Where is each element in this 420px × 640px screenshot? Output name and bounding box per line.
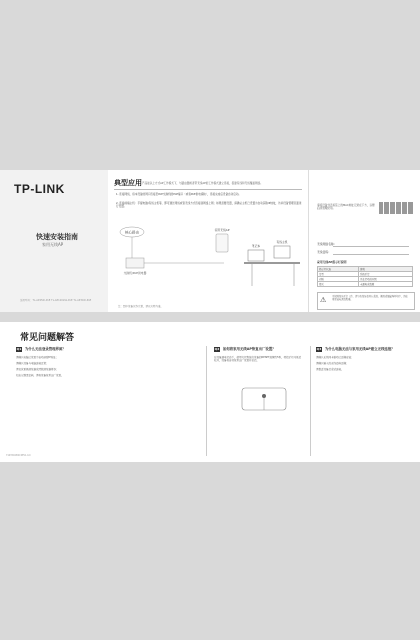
cover-panel	[0, 170, 108, 312]
password-line	[333, 254, 409, 255]
switch-label: 交换机/PoE供电器	[123, 271, 147, 275]
desktop-pc	[274, 246, 290, 258]
question-heading	[214, 346, 276, 352]
label-record-panel	[308, 170, 420, 312]
cell: 常亮	[318, 272, 359, 277]
panel-note: 注：图中设备仅作示意，请以实物为准。	[118, 305, 164, 308]
table-row	[318, 282, 413, 287]
section-heading: 典型应用	[114, 179, 142, 187]
ap-label: 家用无线AP	[214, 228, 230, 232]
column-divider	[310, 346, 311, 456]
laptop-label: 笔记本	[251, 244, 261, 248]
faq-sheet	[0, 322, 420, 462]
table-header: 说明	[358, 267, 412, 272]
question-number: Q2	[214, 347, 220, 351]
divider	[114, 189, 302, 190]
warning-text: 为保障设备正常工作，请勿将设备放置在高温、潮湿或强磁场环境中，请使用原装电源适配器。	[332, 295, 408, 301]
desk	[244, 262, 300, 264]
cell: 熄灭	[318, 282, 359, 287]
question-number: Q3	[316, 347, 322, 351]
question-title: 为什么电脑无法与家用无线AP建立无线连接？	[325, 347, 395, 351]
step-2: 2. 连接前端主机：手提电脑/有线主机等，即可通过网线或者无线方式连接到网络上网；如果需要设置，请确认主机已设置为自动获取IP地址，访问设备管理页面进行设置。	[116, 202, 302, 209]
cell: 系统正常	[358, 272, 412, 277]
question-heading	[16, 346, 66, 352]
answer-line: 在设备通电状态下，使用尖状物按住设备的RESET按键约5秒，待指示灯闪烁后松开，设备将自动恢复出厂设置并重启。	[214, 356, 302, 363]
tp-link-logo: TP-LINK	[14, 182, 65, 196]
answer-line: 请靠近设备后重试连接。	[316, 368, 344, 371]
step-1: 1. 连接网线，将本设备的网口连接至PoE交换机的PoE端口（或将PoE供电模块），连接完成后设备自动启动。	[116, 193, 242, 196]
guide-title: 快速安装指南	[36, 233, 78, 241]
question-heading	[316, 346, 395, 352]
model-list: 适用型号：TL-AP450I-PoE TL-AP1202GI-PoE TL-AP302I-PoE	[20, 299, 92, 302]
pc-label: 有线主机	[276, 240, 288, 244]
cell: 正在启动或升级	[358, 277, 412, 282]
led-table	[317, 266, 413, 287]
answer-line: 请确认无线网卡驱动已正确安装；	[316, 356, 354, 359]
record-intro: 请将设备外壳标签上的MAC地址记录在下方，以便后续管理使用。	[317, 204, 375, 211]
document-code: 7103504390 REV1.0.0	[6, 454, 31, 457]
answer-line: 请确认设备与电脑连接正常；	[16, 362, 49, 365]
cell: 闪烁	[318, 277, 359, 282]
barcode-icon	[379, 202, 413, 214]
ssid-label: 无线网络名称：	[317, 242, 337, 246]
switch-device	[126, 258, 144, 268]
question-title: 如何将家用无线AP恢复出厂设置？	[223, 347, 276, 351]
reset-button-diagram	[236, 380, 292, 414]
answer-line: 请确认电脑已设置为自动获取IP地址；	[16, 356, 59, 359]
led-table-title: 家用无线AP指示灯说明	[317, 260, 347, 264]
warning-icon: ⚠	[320, 296, 327, 304]
answer-line: 请尝试更换浏览器或清除浏览器缓存；	[16, 368, 59, 371]
question-number: Q1	[16, 347, 22, 351]
column-divider	[206, 346, 207, 456]
answer-line: 如忘记登录密码，请将设备恢复出厂设置。	[16, 374, 64, 377]
answer-line: 请确认输入的无线密码正确；	[316, 362, 349, 365]
network-diagram	[116, 220, 302, 300]
section-description: 产品能以上方式AP工作模式下，与路由器或者带无线AP的工作模式建立连接，搭建有线和无线覆盖网络。	[142, 182, 263, 185]
guide-front-sheet	[0, 170, 420, 312]
table-header: 指示灯状态	[318, 267, 359, 272]
ap-device	[216, 234, 228, 252]
faq-title: 常见问题解答	[20, 333, 75, 343]
ssid-line	[333, 246, 409, 247]
router-label: 核心路由	[125, 230, 139, 235]
cell: 未通电或故障	[358, 282, 412, 287]
guide-subtitle: 家用无线AP	[42, 242, 64, 247]
question-title: 为什么无法登录管理界面？	[25, 347, 66, 351]
password-label: 无线密码：	[317, 250, 331, 254]
typical-application-panel	[108, 170, 308, 312]
warning-box	[317, 292, 415, 310]
laptop	[248, 250, 264, 261]
